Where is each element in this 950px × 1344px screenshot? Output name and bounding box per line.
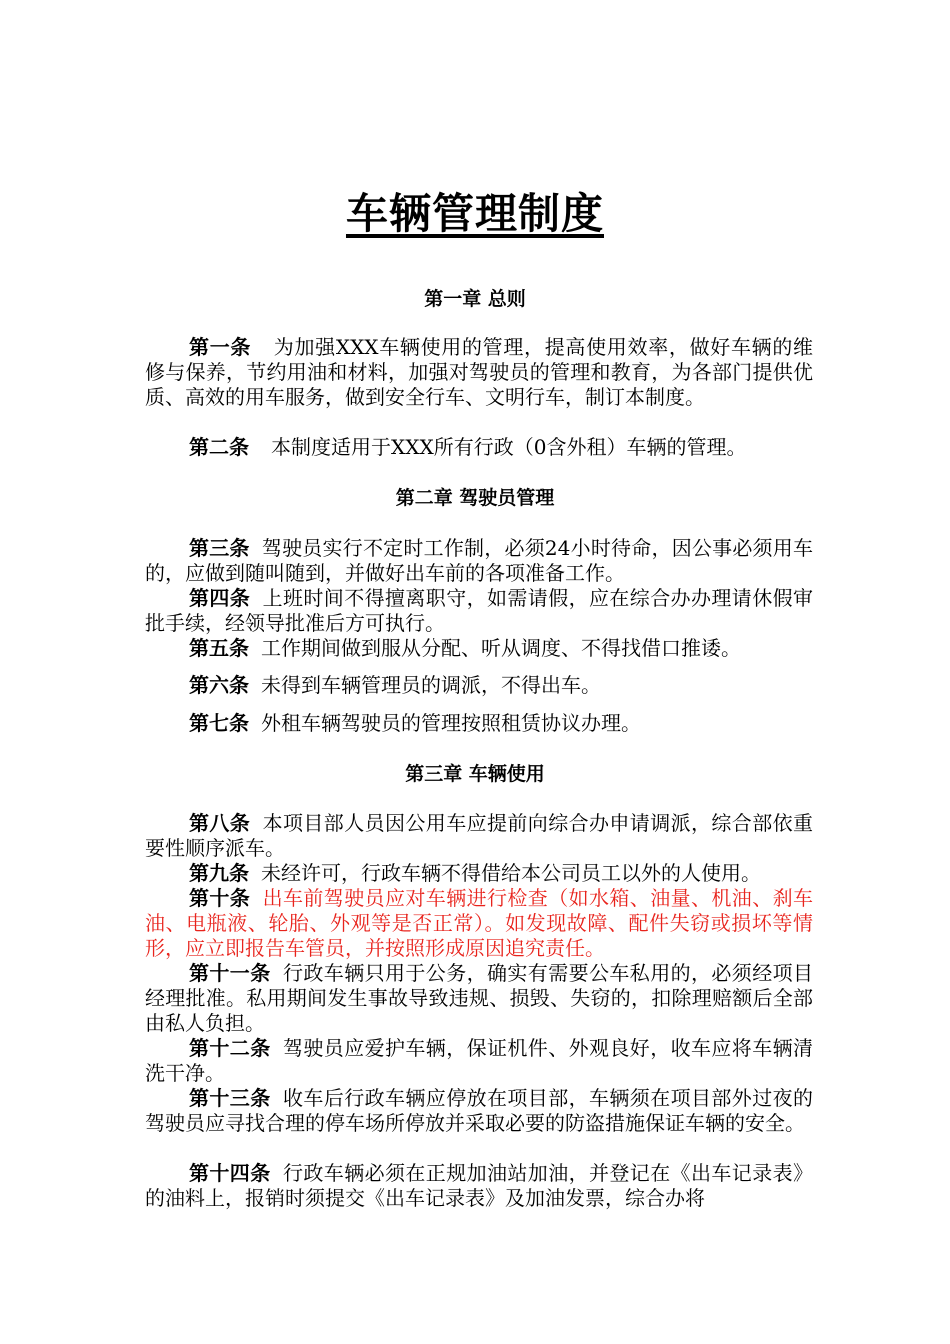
chapter-2-heading: 第二章 驾驶员管理 xyxy=(395,487,555,509)
article-number: 第六条 xyxy=(189,673,249,697)
article-number: 第十二条 xyxy=(189,1036,271,1060)
article-text: 工作期间做到服从分配、听从调度、不得找借口推诿。 xyxy=(261,636,741,660)
article-number: 第五条 xyxy=(189,636,249,660)
article-text: 本制度适用于XXX所有行政（0含外租）车辆的管理。 xyxy=(271,435,747,459)
article-text: 本项目部人员因公用车应提前向综合办申请调派，综合部依重要性顺序派车。 xyxy=(145,811,814,860)
article-number: 第七条 xyxy=(189,711,249,735)
article-number: 第十一条 xyxy=(189,961,271,985)
article-4 xyxy=(145,586,813,636)
chapter-3-heading: 第三章 车辆使用 xyxy=(405,763,545,785)
article-11 xyxy=(145,961,813,1036)
article-5 xyxy=(145,636,813,661)
article-number: 第二条 xyxy=(189,435,249,459)
article-text: 未得到车辆管理员的调派，不得出车。 xyxy=(261,673,601,697)
article-text: 行政车辆必须在正规加油站加油，并登记在《出车记录表》的油料上，报销时须提交《出车记录表》及加油发票，综合办将 xyxy=(145,1161,814,1210)
chapter-1-heading: 第一章 总则 xyxy=(424,288,526,310)
document-title: 车辆管理制度 xyxy=(345,189,604,238)
article-text: 驾驶员实行不定时工作制，必须24小时待命，因公事必须用车的，应做到随叫随到，并做好出车前的各项准备工作。 xyxy=(145,536,813,585)
article-number: 第一条 xyxy=(189,335,252,359)
article-number: 第十条 xyxy=(189,886,251,910)
article-1 xyxy=(145,335,813,410)
article-number: 第八条 xyxy=(189,811,251,835)
article-14 xyxy=(145,1161,813,1211)
article-9 xyxy=(145,861,813,886)
article-7 xyxy=(145,711,813,736)
article-13 xyxy=(145,1086,813,1136)
article-number: 第三条 xyxy=(189,536,250,560)
article-12 xyxy=(145,1036,813,1086)
article-number: 第九条 xyxy=(189,861,249,885)
article-number: 第十四条 xyxy=(189,1161,271,1185)
article-number: 第十三条 xyxy=(189,1086,271,1110)
article-2 xyxy=(145,435,813,460)
article-8 xyxy=(145,811,813,861)
article-3 xyxy=(145,536,813,586)
article-text: 上班时间不得擅离职守，如需请假，应在综合办办理请休假审批手续，经领导批准后方可执行。 xyxy=(145,586,814,635)
article-10 xyxy=(145,886,813,961)
article-number: 第四条 xyxy=(189,586,251,610)
article-text: 为加强XXX车辆使用的管理，提高使用效率，做好车辆的维修与保养，节约用油和材料，加强对驾驶员的管理和教育，为各部门提供优质、高效的用车服务，做到安全行车、文明行车，制订本制度。 xyxy=(145,335,814,409)
article-text: 外租车辆驾驶员的管理按照租赁协议办理。 xyxy=(261,711,641,735)
article-text: 未经许可，行政车辆不得借给本公司员工以外的人使用。 xyxy=(261,861,761,885)
article-text: 行政车辆只用于公务，确实有需要公车私用的，必须经项目经理批准。私用期间发生事故导致违规、损毁、失窃的，扣除理赔额后全部由私人负担。 xyxy=(145,961,814,1035)
article-text-highlighted: 出车前驾驶员应对车辆进行检查（如水箱、油量、机油、刹车油、电瓶液、轮胎、外观等是否正常）。如发现故障、配件失窃或损坏等情形，应立即报告车管员，并按照形成原因追究责任。 xyxy=(145,886,814,960)
article-text: 驾驶员应爱护车辆，保证机件、外观良好，收车应将车辆清洗干净。 xyxy=(145,1036,814,1085)
article-text: 收车后行政车辆应停放在项目部，车辆须在项目部外过夜的驾驶员应寻找合理的停车场所停放并采取必要的防盗措施保证车辆的安全。 xyxy=(145,1086,814,1135)
article-6 xyxy=(145,673,813,698)
